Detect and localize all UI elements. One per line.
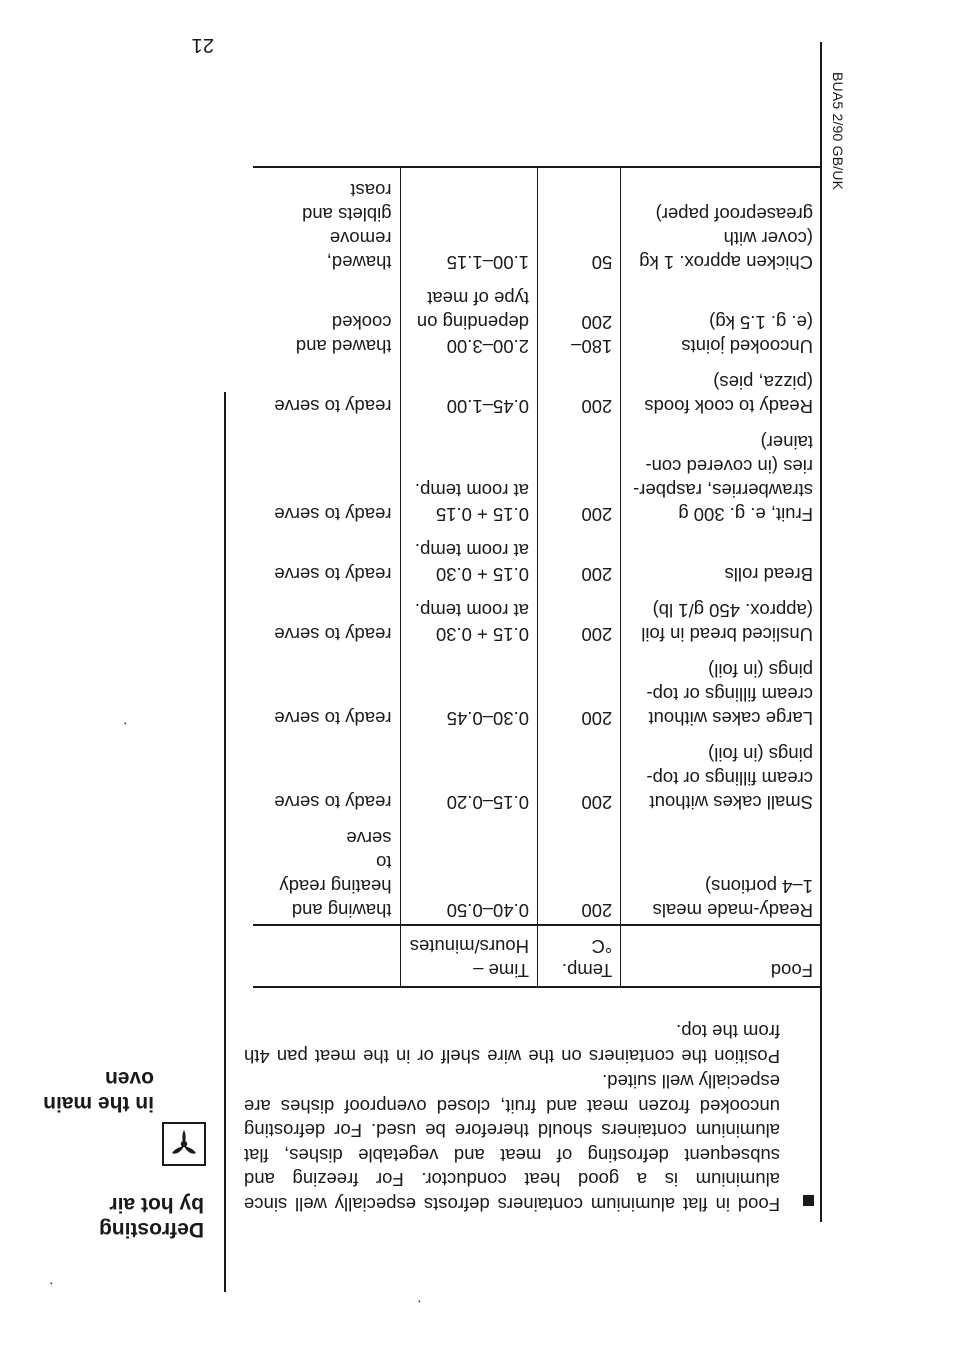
cell-time-line: 0.15 + 0.30: [435, 624, 530, 645]
cell-time-line: depending on: [416, 312, 530, 333]
table-row: [253, 167, 821, 276]
cell-time-line: 0.15 + 0.30: [435, 564, 530, 585]
cell-time-line: at room temp.: [414, 600, 530, 621]
cell-food: [621, 528, 821, 588]
cell-time: [400, 648, 537, 732]
cell-time-line: 1.00–1.15: [446, 252, 530, 273]
hot-air-fan-icon: [162, 1122, 206, 1166]
cell-remarks: [253, 648, 400, 732]
table-header-row: [253, 925, 821, 987]
cell-time-line: 0.45–1.00: [446, 396, 530, 417]
table-row: [253, 732, 821, 816]
intro-paragraph-2: Position the containers on the wire shelf or in the meat pan 4th from the top.: [244, 1021, 780, 1067]
cell-remarks-line: giblets and roast: [302, 180, 392, 225]
cell-remarks-line: serve: [346, 828, 392, 849]
header-time: Time – Hours/minutes: [400, 925, 537, 987]
cell-food: [621, 276, 821, 360]
cell-time-line: 2.00–3.00: [446, 336, 530, 357]
cell-food-line: (e. g. 1.5 kg): [709, 312, 813, 333]
cell-time-line: 0.40–0.50: [446, 900, 530, 921]
heading-line-3: in the main: [43, 1092, 154, 1115]
table-row: [253, 816, 821, 925]
cell-food-line: Unsliced bread in foil: [641, 624, 813, 645]
cell-remarks: [253, 816, 400, 925]
cell-food-line: Bread rolls: [724, 564, 813, 585]
cell-temp: 200: [538, 732, 621, 816]
scan-speck: ·: [48, 1275, 54, 1292]
cell-food-line: strawberries, raspber-: [633, 480, 813, 501]
cell-food-line: Ready-made meals: [652, 900, 813, 921]
table-row: [253, 420, 821, 528]
cell-remarks: [253, 588, 400, 648]
table-row: [253, 588, 821, 648]
cell-time: [400, 528, 537, 588]
header-temp: Temp. °C: [538, 925, 621, 987]
cell-temp: 50: [538, 167, 621, 276]
heading-line-1: Defrosting: [99, 1218, 204, 1241]
cell-remarks: [253, 276, 400, 360]
cell-food: [621, 420, 821, 528]
cell-time: [400, 276, 537, 360]
cell-food-line: pings (in foil): [708, 744, 813, 765]
cell-remarks: [253, 167, 400, 276]
cell-food-line: Uncooked joints: [681, 336, 813, 357]
cell-food: [621, 816, 821, 925]
right-margin-rule: [224, 392, 226, 1292]
cell-food: [621, 588, 821, 648]
intro-paragraph-1: Food in flat aluminium containers defrosts especially well since aluminium is a good heat conductor. For freezing and subsequent defrosting of meat and vegetable dishes, flat aluminium containers should therefore be used. For defrosting uncooked frozen meat and fruit, closed ovenproof dishes are especially well suited.: [244, 1071, 780, 1215]
cell-food-line: Fruit, e. g. 300 g: [678, 504, 813, 525]
cell-food: [621, 732, 821, 816]
cell-remarks-line: thawed and: [295, 336, 392, 357]
cell-food-line: cream fillings or top-: [646, 684, 813, 705]
cell-time: [400, 360, 537, 420]
cell-time: [400, 732, 537, 816]
cell-time: [400, 816, 537, 925]
cell-food-line: Small cakes without: [649, 792, 813, 813]
cell-food: [621, 648, 821, 732]
cell-remarks-line: thawed, remove: [326, 228, 392, 273]
cell-remarks-line: cooked: [331, 312, 392, 333]
page-number: 21: [191, 34, 214, 56]
scan-speck: ·: [122, 715, 128, 732]
cell-food-line: (pizza, pies): [713, 372, 813, 393]
cell-food: [621, 360, 821, 420]
cell-food-line: (approx. 450 g/1 lb): [652, 600, 813, 621]
section-heading: [99, 1192, 204, 1242]
cell-time-line: 0.30–0.45: [446, 708, 530, 729]
cell-food-line: 1–4 portions): [705, 876, 813, 897]
cell-remarks-line: ready to serve: [274, 504, 392, 525]
cell-time: [400, 167, 537, 276]
scan-speck: ·: [416, 1293, 422, 1310]
table-row: [253, 648, 821, 732]
cell-remarks-line: heating ready to: [279, 852, 392, 897]
heading-line-2: by hot air: [109, 1193, 204, 1216]
fan-symbol-icon: [167, 1127, 201, 1161]
cell-remarks-line: thawing and: [291, 900, 392, 921]
cell-remarks-line: ready to serve: [274, 708, 392, 729]
defrosting-table: [253, 166, 821, 988]
cell-temp: 180–200: [538, 276, 621, 360]
cell-remarks: [253, 420, 400, 528]
cell-time-line: 0.15–0.20: [446, 792, 530, 813]
cell-time: [400, 588, 537, 648]
cell-remarks-line: ready to serve: [274, 624, 392, 645]
cell-time-line: at room temp.: [414, 540, 530, 561]
section-heading-continued: [43, 1066, 154, 1116]
cell-food: [621, 167, 821, 276]
cell-time-line: at room temp.: [414, 480, 530, 501]
cell-food-line: tainer): [760, 432, 813, 453]
cell-remarks: [253, 360, 400, 420]
cell-time-line: 0.15 + 0.15: [435, 504, 530, 525]
cell-time: [400, 420, 537, 528]
cell-remarks-line: ready to serve: [274, 792, 392, 813]
cell-temp: 200: [538, 528, 621, 588]
cell-food-line: cream fillings or top-: [646, 768, 813, 789]
header-food: Food: [770, 960, 813, 981]
bullet-square-icon: [803, 1195, 814, 1206]
cell-temp: 200: [538, 360, 621, 420]
cell-food-line: pings (in foil): [708, 660, 813, 681]
cell-temp: 200: [538, 420, 621, 528]
cell-temp: 200: [538, 648, 621, 732]
cell-temp: 200: [538, 816, 621, 925]
cell-food-line: Large cakes without: [648, 708, 813, 729]
cell-remarks-line: ready to serve: [274, 396, 392, 417]
cell-time-line: type of meat: [427, 288, 530, 309]
cell-remarks: [253, 528, 400, 588]
header-remarks: [253, 925, 400, 987]
heading-line-4: oven: [104, 1067, 154, 1090]
table-row: [253, 360, 821, 420]
cell-food-line: Chicken approx. 1 kg: [639, 252, 813, 273]
cell-food-line: (cover with: [723, 228, 813, 249]
cell-remarks-line: ready to serve: [274, 564, 392, 585]
cell-food-line: ries (in covered con-: [645, 456, 813, 477]
cell-food-line: greaseproof paper): [655, 204, 813, 225]
document-code: BUA5 2/90 GB/UK: [830, 72, 846, 191]
cell-food-line: Ready to cook foods: [644, 396, 813, 417]
table-row: [253, 528, 821, 588]
table-row: [253, 276, 821, 360]
cell-temp: 200: [538, 588, 621, 648]
cell-remarks: [253, 732, 400, 816]
